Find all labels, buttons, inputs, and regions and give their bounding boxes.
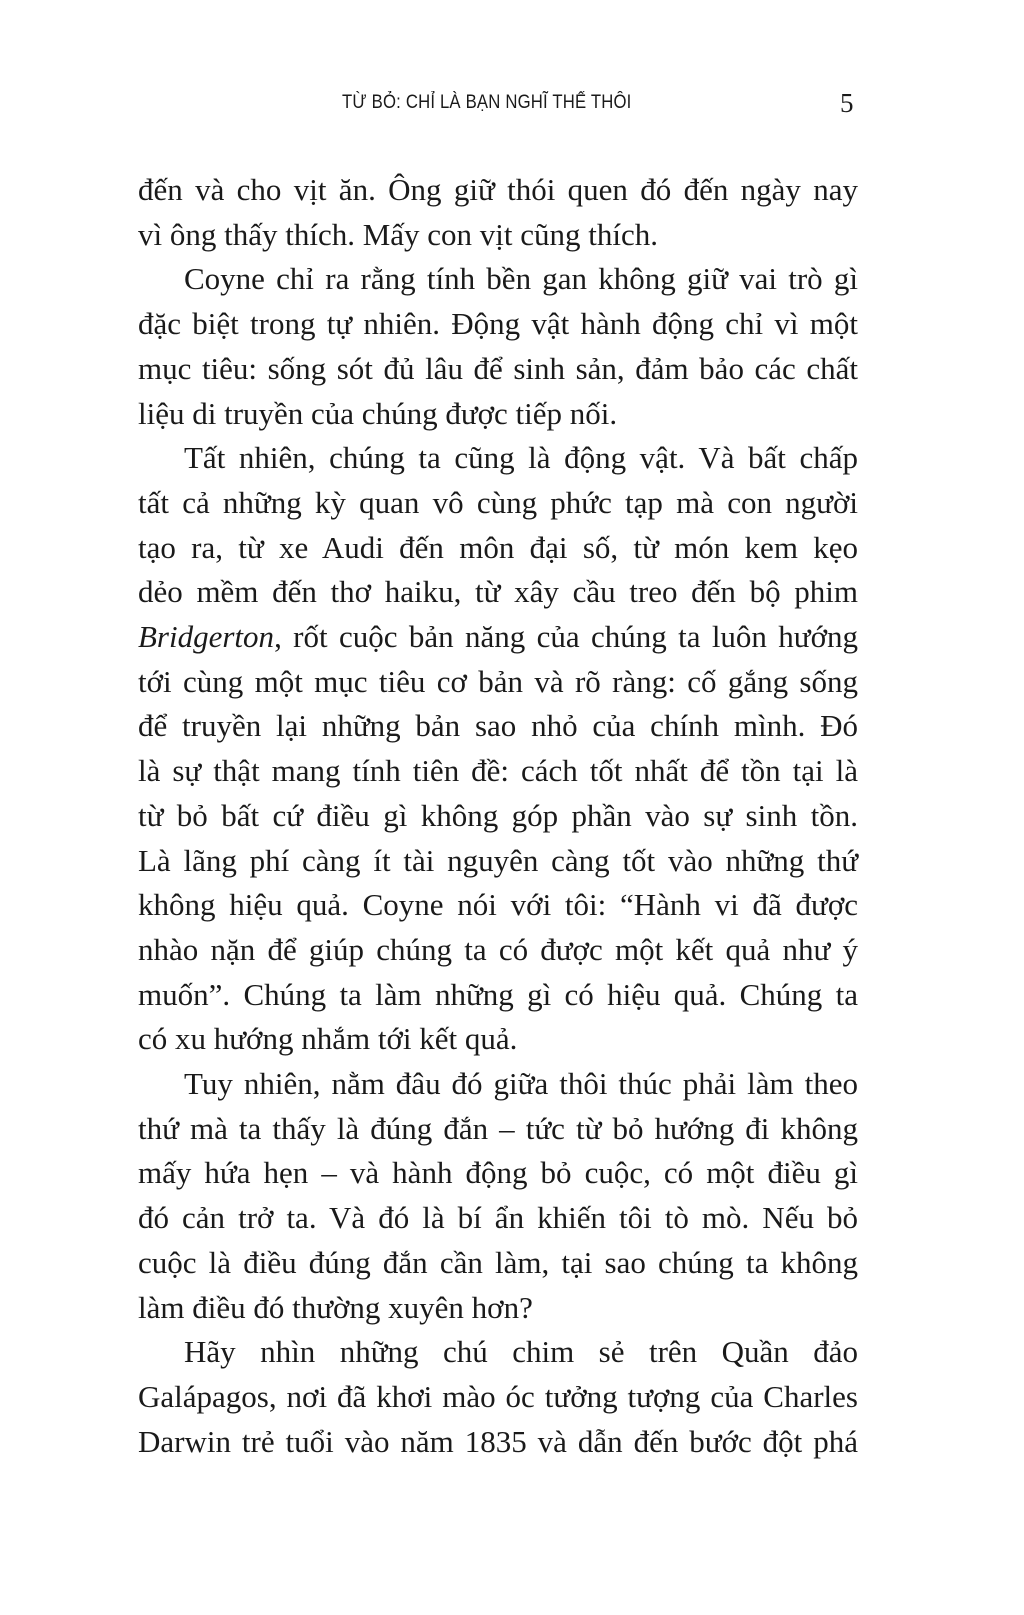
text-line: thứ mà ta thấy là đúng đắn – tức từ bỏ hướng đi không [138, 1110, 858, 1146]
paragraph-5 [138, 1330, 858, 1464]
italic-title: Bridgerton [138, 619, 275, 655]
text-line: mục tiêu: sống sót đủ lâu để sinh sản, đảm bảo các chất [138, 350, 858, 386]
text-line: làm điều đó thường xuyên hơn? [138, 1289, 533, 1325]
page-number: 5 [840, 88, 854, 118]
text-line: Là lãng phí càng ít tài nguyên càng tốt vào những thứ [138, 842, 858, 878]
text-line: liệu di truyền của chúng được tiếp nối. [138, 395, 618, 431]
text-line-content: , rốt cuộc bản năng của chúng ta luôn hướng [274, 619, 858, 655]
text-line: tất cả những kỳ quan vô cùng phức tạp mà con người [138, 484, 858, 520]
text-line: vì ông thấy thích. Mấy con vịt cũng thích. [138, 216, 659, 252]
text-line: tạo ra, từ xe Audi đến môn đại số, từ món kem kẹo [138, 529, 858, 565]
text-line: Galápagos, nơi đã khơi mào óc tưởng tượng của Charles [138, 1378, 858, 1414]
text-line: mấy hứa hẹn – và hành động bỏ cuộc, có một điều gì [138, 1155, 858, 1191]
running-header [0, 88, 1024, 118]
text-line: từ bỏ bất cứ điều gì không góp phần vào sự sinh tồn. [138, 797, 858, 833]
text-line: là sự thật mang tính tiên đề: cách tốt nhất để tồn tại là [138, 753, 858, 789]
text-line: tới cùng một mục tiêu cơ bản và rõ ràng: cố gắng sống [138, 663, 858, 699]
text-line: dẻo mềm đến thơ haiku, từ xây cầu treo đến bộ phim [138, 574, 858, 610]
text-line [138, 615, 858, 660]
body-text [138, 168, 858, 1464]
text-line [138, 257, 858, 302]
text-line-content: Hãy nhìn những chú chim sẻ trên Quần đảo [184, 1334, 858, 1370]
text-line: muốn”. Chúng ta làm những gì có hiệu quả. Chúng ta [138, 976, 858, 1012]
text-line [138, 436, 858, 481]
paragraph-2 [138, 257, 858, 436]
text-line-content: Coyne chỉ ra rằng tính bền gan không giữ vai trò gì [184, 261, 858, 297]
paragraph-3 [138, 436, 858, 1062]
text-line-content: Tất nhiên, chúng ta cũng là động vật. Và bất chấp [184, 440, 858, 476]
text-line: đến và cho vịt ăn. Ông giữ thói quen đó đến ngày nay [138, 172, 858, 207]
text-line [138, 1062, 858, 1107]
running-title: TỪ BỎ: CHỈ LÀ BẠN NGHĨ THẾ THÔI [342, 92, 632, 113]
text-line: Darwin trẻ tuổi vào năm 1835 và dẫn đến bước đột phá [138, 1423, 858, 1459]
paragraph-1 [138, 168, 858, 257]
text-line: không hiệu quả. Coyne nói với tôi: “Hành vi đã được [138, 887, 858, 923]
paragraph-4 [138, 1062, 858, 1330]
text-line [138, 1330, 858, 1375]
text-line-content: Tuy nhiên, nằm đâu đó giữa thôi thúc phải làm theo [184, 1066, 858, 1102]
text-line: đặc biệt trong tự nhiên. Động vật hành động chỉ vì một [138, 306, 858, 342]
text-line: cuộc là điều đúng đắn cần làm, tại sao chúng ta không [138, 1244, 858, 1280]
text-line: có xu hướng nhắm tới kết quả. [138, 1021, 518, 1057]
text-line: nhào nặn để giúp chúng ta có được một kết quả như ý [138, 931, 858, 967]
text-line: để truyền lại những bản sao nhỏ của chính mình. Đó [138, 708, 858, 744]
text-line: đó cản trở ta. Và đó là bí ẩn khiến tôi tò mò. Nếu bỏ [138, 1200, 858, 1236]
